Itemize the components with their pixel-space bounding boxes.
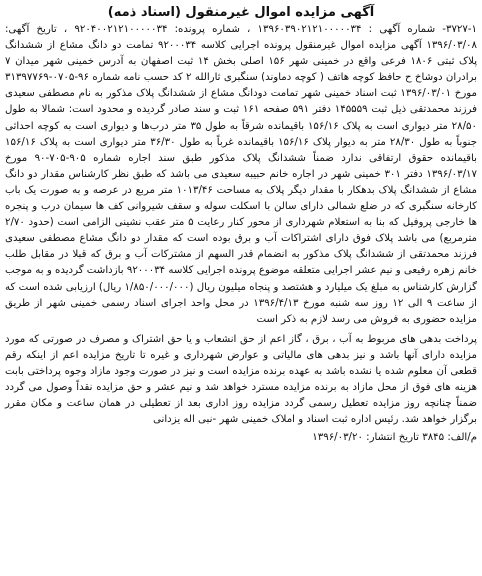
notice-terms-paragraph: پرداخت بدهی های مربوط به آب ، برق ، گاز اعم از حق انشعاب و یا حق اشتراک و مصرف در صورتی که مورد مزایده دارای آنها باشد و نیز بدهی های مالیاتی و عوارض شهرداری و غیره تا تاریخ مزایده اعم از اینکه رقم قطعی آن معلوم شده یا نشده باشد به عهده برنده مزایده است و نیز در صورت وجود مازاد وجوه پرداختی بابت هزینه های فوق از محل مازاد به برنده مزایده مسترد خواهد شد و نیم عشر و حق مزایده نقداً وصول می گردد ضمناً چنانچه روز مزایده تعطیل رسمی گردد مزایده روز اداری بعد از تعطیلی در همان ساعت و مکان مقرر برگزار خواهد شد. رئیس اداره ثبت اسناد و املاک خمینی شهر -نبی اله یزدانی <box>5 333 477 426</box>
notice-footer: م/الف: ۳۸۴۵ تاریخ انتشار: ۱۳۹۶/۰۳/۲۰ <box>312 432 477 444</box>
notice-body-paragraph: ۳۷۲۷-۱- شماره آگهی : ۱۳۹۶۰۳۹۰۲۱۲۱۰۰۰۰۰۳۴ ، شماره پرونده: ۹۲۰۴۰۰۲۱۲۱۰۰۰۰۰۳۴ ، تاریخ آگهی: ۱۳۹۶/۰۳/۰۸ آگهی مزایده اموال غیرمنقول پرونده اجرایی کلاسه ۹۲۰۰۰۳۴ تمامت دو دانگ مشاع از ششدانگ پلاک ثبتی ۱۸۰۶ فرعی واقع در خمینی شهر ۱۵۶ اصلی بخش ۱۴ ثبت اصفهان به آدرس خمینی شهر میدان ۷ برادران دوشاخ ح حافظ کوچه هاتف ( کوچه دماوند) سنگبری ثارالله ۲ کد حسب نامه شماره ۹۶-۰۷۰۵-۳۱۳۹۷۷۶۹ مورخ ۱۳۹۶/۰۳/۰۱ ثبت اسناد خمینی شهر تمامت دودانگ مشاع از ششدانگ پلاک مذکور به نام مصطفی سعیدی فرزند محمدتقی ذیل ثبت ۱۴۵۵۵۹ دفتر ۵۹۱ صفحه ۱۶۱ ثبت و سند صادر گردیده و محدود است: شمالا به طول ۲۸/۵۰ متر دیواری است به پلاک ۱۵۶/۱۶ باقیمانده شرقاً به طول ۳۵ متر درب‌ها و دیواری است به کوچه احداثی جنوباً به طول ۲۸/۳۰ متر به دیوار پلاک ۱۵۶/۱۶ باقیمانده غرباً به طول ۳۶/۳۰ متر دیواری است به پلاک ۱۵۶/۱۶ باقیمانده حقوق ارتفاقی ندارد ضمناً ششدانگ پلاک مذکور طبق سند اجاره شماره ۹۰۵-۷۰۵-۹۰ مورخ ۱۳۹۶/۰۳/۱۷ دفتر ۳۰۱ خمینی شهر در اجاره خانم حبیبه سعیدی می باشد که طبق نظر کارشناس مقدار دو دانگ مشاع از ششدانگ پلاک بدهکار با مقدار دیگر پلاک به مساحت ۱۰۱۳/۴۶ متر مربع در عرصه و به صورت یک باب کارخانه سنگبری که در ضلع شمالی دارای سالن با اسکلت سوله و سقف شیروانی کف ها سیمان درب و پنجره ها خارجی پروفیل که بنا به استعلام شهرداری از محور کنار رعایت ۵ متر عقب نشینی الزامی است (حدود ۲/۷۰ مترمربع) می باشد پلاک فوق دارای اشتراکات آب و برق بوده است که مقدار دو دانگ مشاع مصطفی سعیدی فرزند محمدتقی از ششدانگ پلاک مذکور به انضمام قدر السهم از مشترکات آب و برق که قبلا در مقابل طلب خانم زهره رفیعی و نیم عشر اجرایی متعلقه موضوع پرونده اجرایی کلاسه ۹۲۰۰۰۳۴ بازداشت گردیده و به موجب گزارش کارشناس به مبلغ یک میلیارد و هشتصد و پنجاه میلیون ریال (۱/۸۵۰/۰۰۰/۰۰۰ ریال) ارزیابی شده است که از ساعت ۹ الی ۱۲ روز سه شنبه مورخ ۱۳۹۶/۴/۱۳ در محل واحد اجرای اسناد رسمی خمینی شهر از طریق مزایده حضوری به فروش می رسد لازم به ذکر است <box>5 24 478 325</box>
notice-title: آگهی مزایده اموال غیرمنقول (اسناد ذمه) <box>107 5 375 20</box>
